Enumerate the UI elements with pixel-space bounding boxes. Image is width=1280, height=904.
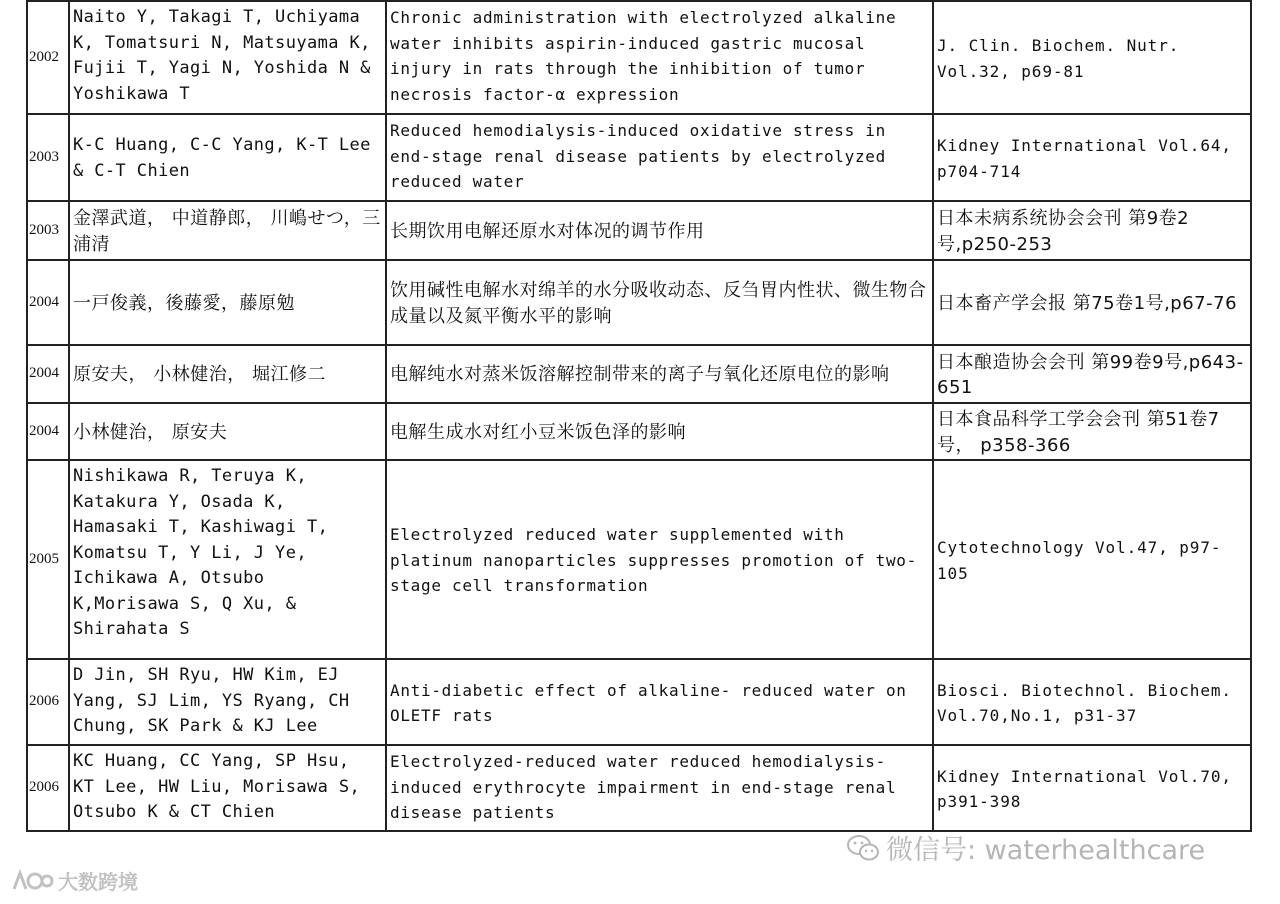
authors-cell: Naito Y, Takagi T, Uchiyama K, Tomatsuri N, Matsuyama K, Fujii T, Yagi N, Yoshida N & Yoshikawa T [69,1,386,114]
logo-text: 大数跨境 [58,870,138,894]
year-cell: 2002 [27,1,69,114]
authors-cell: Nishikawa R, Teruya K, Katakura Y, Osada K, Hamasaki T, Kashiwagi T, Komatsu T, Y Li, J Ye, Ichikawa A, Otsubo K,Morisawa S, Q Xu, & Shirahata S [69,460,386,659]
table-row [27,1,1251,114]
reference-table [26,0,1252,832]
authors-cell: 小林健治， 原安夫 [69,403,386,460]
journal-cell: Kidney International Vol.64, p704-714 [933,114,1251,201]
authors-cell: D Jin, SH Ryu, HW Kim, EJ Yang, SJ Lim, YS Ryang, CH Chung, SK Park & KJ Lee [69,659,386,745]
year-cell: 2004 [27,345,69,403]
brand-logo [10,866,138,895]
journal-cell: 日本未病系统协会会刊 第9卷2号,p250-253 [933,201,1251,260]
authors-cell: 一戸俊義，後藤愛，藤原勉 [69,260,386,345]
journal-cell: 日本畜产学会报 第75卷1号,p67-76 [933,260,1251,345]
title-cell: 长期饮用电解还原水对体况的调节作用 [386,201,933,260]
authors-cell: K-C Huang, C-C Yang, K-T Lee & C-T Chien [69,114,386,201]
title-cell: 电解纯水对蒸米饭溶解控制带来的离子与氧化还原电位的影响 [386,345,933,403]
table-row [27,114,1251,201]
logo-icon [10,867,54,895]
title-cell: 饮用碱性电解水对绵羊的水分吸收动态、反刍胃内性状、微生物合成量以及氮平衡水平的影响 [386,260,933,345]
year-cell: 2003 [27,201,69,260]
authors-cell: 原安夫， 小林健治， 堀江修二 [69,345,386,403]
wechat-icon [846,834,880,862]
table-row [27,460,1251,659]
authors-cell: KC Huang, CC Yang, SP Hsu, KT Lee, HW Liu, Morisawa S, Otsubo K & CT Chien [69,745,386,831]
table-row [27,345,1251,403]
table-row [27,403,1251,460]
year-cell: 2004 [27,403,69,460]
year-cell: 2005 [27,460,69,659]
journal-cell: Biosci. Biotechnol. Biochem. Vol.70,No.1, p31-37 [933,659,1251,745]
journal-cell: Cytotechnology Vol.47, p97-105 [933,460,1251,659]
title-cell: Chronic administration with electrolyzed alkaline water inhibits aspirin-induced gastric mucosal injury in rats through the inhibition of tumor necrosis factor-α expression [386,1,933,114]
title-cell: Electrolyzed reduced water supplemented with platinum nanoparticles suppresses promotion of two-stage cell transformation [386,460,933,659]
title-cell: Reduced hemodialysis-induced oxidative stress in end-stage renal disease patients by electrolyzed reduced water [386,114,933,201]
journal-cell: 日本酿造协会会刊 第99卷9号,p643-651 [933,345,1251,403]
journal-cell: Kidney International Vol.70, p391-398 [933,745,1251,831]
table-row [27,659,1251,745]
table-row [27,260,1251,345]
title-cell: Anti-diabetic effect of alkaline- reduced water on OLETF rats [386,659,933,745]
journal-cell: 日本食品科学工学会会刊 第51卷7号， p358-366 [933,403,1251,460]
journal-cell: J. Clin. Biochem. Nutr. Vol.32, p69-81 [933,1,1251,114]
wechat-watermark [846,828,1205,867]
table-row [27,745,1251,831]
year-cell: 2004 [27,260,69,345]
title-cell: Electrolyzed-reduced water reduced hemodialysis-induced erythrocyte impairment in end-stage renal disease patients [386,745,933,831]
year-cell: 2006 [27,745,69,831]
table-row [27,201,1251,260]
authors-cell: 金澤武道， 中道静郎， 川嶋せつ，三浦清 [69,201,386,260]
year-cell: 2006 [27,659,69,745]
watermark-text: 微信号: waterhealthcare [886,835,1206,866]
year-cell: 2003 [27,114,69,201]
title-cell: 电解生成水对红小豆米饭色泽的影响 [386,403,933,460]
